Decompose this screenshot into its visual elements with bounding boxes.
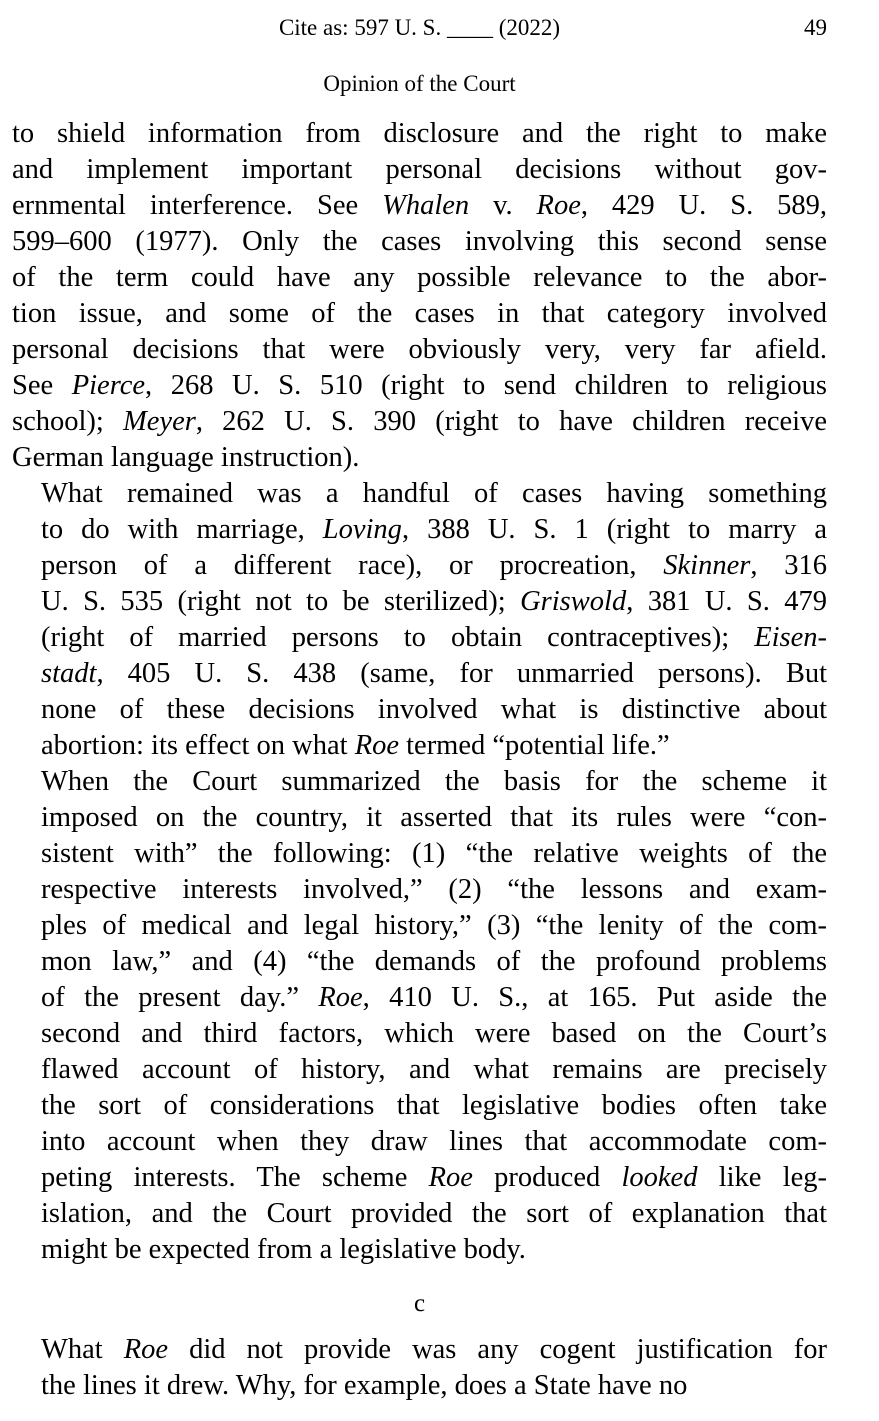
opinion-body (12, 116, 827, 1404)
text-line (12, 836, 827, 872)
text-segment: , 381 U. S. 479 (626, 586, 827, 617)
text-segment: to do with marriage, (41, 514, 323, 545)
text-segment: into account when they draw lines that accommodate com- (41, 1126, 827, 1157)
italic-citation: Roe (318, 982, 363, 1013)
text-segment: (right of married persons to obtain contraceptives); (41, 622, 755, 653)
text-segment: imposed on the country, it asserted that its rules were “con- (41, 802, 827, 833)
text-segment: , 262 U. S. 390 (right to have children receive (195, 406, 827, 437)
italic-citation: Eisen- (754, 622, 827, 653)
text-segment: What remained was a handful of cases having something (41, 478, 827, 509)
text-segment: islation, and the Court provided the sort of explanation that (41, 1198, 827, 1229)
italic-citation: Roe (428, 1162, 473, 1193)
italic-citation: Meyer (123, 406, 196, 437)
text-segment: , 268 U. S. 510 (right to send children to religious (145, 370, 827, 401)
text-segment: second and third factors, which were based on the Court’s (41, 1018, 827, 1049)
text-segment: , 410 U. S., at 165. Put aside the (362, 982, 827, 1013)
text-line (12, 944, 827, 980)
text-line (12, 548, 827, 584)
text-segment: might be expected from a legislative body. (41, 1234, 526, 1265)
text-line (12, 872, 827, 908)
text-line (12, 656, 827, 692)
text-segment: , 388 U. S. 1 (right to marry a (401, 514, 827, 545)
text-line (12, 1196, 827, 1232)
italic-citation: Pierce (71, 370, 146, 401)
text-segment: v. (469, 190, 537, 221)
citation-header: Cite as: 597 U. S. ____ (2022) (278, 15, 561, 40)
paragraph-group (12, 116, 827, 1268)
italic-citation: Griswold (520, 586, 627, 617)
paragraph-p1 (12, 116, 827, 476)
text-line (12, 728, 827, 764)
page-number: 49 (804, 15, 827, 40)
paragraph-p2 (12, 476, 827, 764)
text-segment: See (12, 370, 72, 401)
text-segment: person of a different race), or procreation, (41, 550, 664, 581)
text-segment: the sort of considerations that legislative bodies often take (41, 1090, 827, 1121)
text-segment: ples of medical and legal history,” (3) “the lenity of the com- (41, 910, 827, 941)
text-segment: of the term could have any possible relevance to the abor- (12, 262, 827, 293)
text-segment: did not provide was any cogent justification for (168, 1334, 827, 1365)
text-line (12, 800, 827, 836)
italic-citation: Roe (123, 1334, 169, 1365)
text-segment: What (41, 1334, 124, 1365)
text-line (12, 332, 827, 368)
text-segment: , 316 (750, 550, 828, 581)
text-segment: of the present day.” (41, 982, 319, 1013)
italic-citation: Whalen (382, 190, 470, 221)
paragraph-p4 (12, 1332, 827, 1404)
text-line (12, 1088, 827, 1124)
text-segment: school); (12, 406, 124, 437)
text-segment: the lines it drew. Why, for example, does a State have no (41, 1370, 688, 1401)
text-segment: German language instruction). (12, 442, 360, 473)
text-segment: like leg- (697, 1162, 828, 1193)
opinion-label: Opinion of the Court (323, 71, 516, 96)
text-line (12, 620, 827, 656)
text-line (12, 152, 827, 188)
text-line (12, 1124, 827, 1160)
paragraph-p3 (12, 764, 827, 1268)
text-segment: termed “potential life.” (399, 730, 670, 761)
text-line (12, 908, 827, 944)
document-page (12, 0, 827, 1404)
text-line (12, 584, 827, 620)
running-header (12, 0, 827, 40)
text-line (12, 692, 827, 728)
text-line (12, 1332, 827, 1368)
text-segment: sistent with” the following: (1) “the relative weights of the (41, 838, 827, 869)
text-line (12, 116, 827, 152)
section-marker: c (413, 1290, 426, 1317)
text-segment: none of these decisions involved what is distinctive about (41, 694, 827, 725)
text-segment: , 429 U. S. 589, (580, 190, 827, 221)
text-line (12, 764, 827, 800)
text-segment: abortion: its effect on what (41, 730, 355, 761)
text-segment: produced (472, 1162, 622, 1193)
text-line (12, 404, 827, 440)
text-segment: U. S. 535 (right not to be sterilized); (41, 586, 521, 617)
italic-citation: Roe (536, 190, 581, 221)
paragraph-group (12, 1332, 827, 1404)
italic-citation: Loving (322, 514, 402, 545)
text-segment: mon law,” and (4) “the demands of the profound problems (41, 946, 827, 977)
text-segment: tion issue, and some of the cases in that category involved (12, 298, 827, 329)
text-line (12, 980, 827, 1016)
text-segment: and implement important personal decisions without gov- (12, 154, 827, 185)
italic-citation: stadt (41, 658, 97, 689)
text-segment: flawed account of history, and what remains are precisely (41, 1054, 827, 1085)
italic-citation: looked (621, 1162, 698, 1193)
text-line (12, 296, 827, 332)
text-segment: personal decisions that were obviously very, very far afield. (12, 334, 827, 365)
italic-citation: Roe (354, 730, 399, 761)
text-segment: peting interests. The scheme (41, 1162, 429, 1193)
text-segment: , 405 U. S. 438 (same, for unmarried persons). But (96, 658, 827, 689)
text-segment: When the Court summarized the basis for the scheme it (41, 766, 827, 797)
text-segment: ernmental interference. See (12, 190, 383, 221)
text-line (12, 368, 827, 404)
text-line (12, 1160, 827, 1196)
text-line (12, 260, 827, 296)
text-line (12, 476, 827, 512)
text-line (12, 1232, 827, 1268)
text-line (12, 224, 827, 260)
text-line (12, 188, 827, 224)
italic-citation: Skinner (663, 550, 751, 581)
text-line (12, 440, 827, 476)
text-line (12, 512, 827, 548)
text-line (12, 1016, 827, 1052)
text-segment: to shield information from disclosure and the right to make (12, 118, 827, 149)
text-segment: 599–600 (1977). Only the cases involving this second sense (12, 226, 827, 257)
text-line (12, 1052, 827, 1088)
text-segment: respective interests involved,” (2) “the lessons and exam- (41, 874, 827, 905)
text-line (12, 1368, 827, 1404)
